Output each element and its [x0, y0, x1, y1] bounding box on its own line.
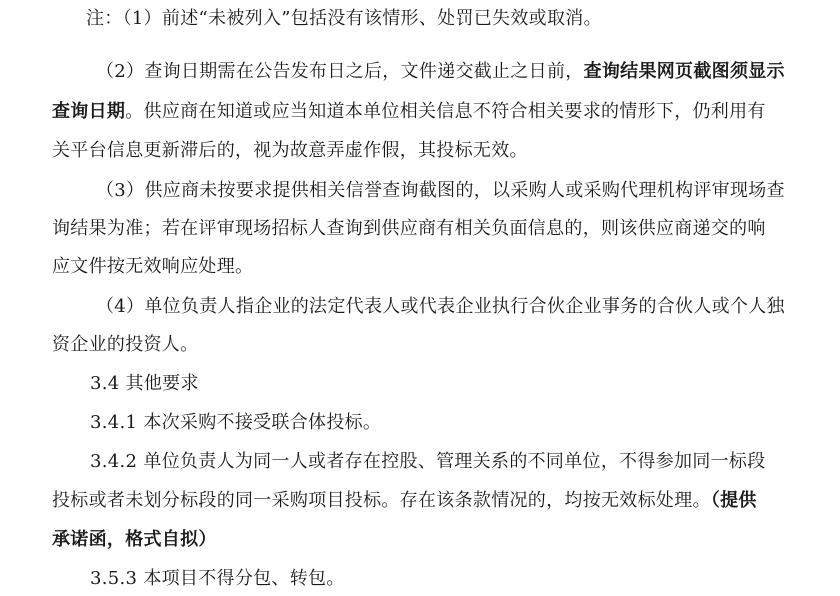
item-2-text: 投标或者未划分标段的同一采购项目投标。存在该条款情况的，均按无效标处理。	[52, 490, 711, 511]
note-line-3	[52, 95, 840, 129]
note-line-4: 关平台信息更新滞后的，视为故意弄虚作假，其投标无效。	[52, 140, 528, 161]
section-heading: 3.4 其他要求	[90, 373, 199, 394]
note-line-9: 资企业的投资人。	[52, 334, 199, 355]
section-item-3: 3.5.3 本项目不得分包、转包。	[90, 568, 345, 589]
note-line-5: （3）供应商未按要求提供相关信誉查询截图的，以采购人或采购代理机构评审现场查	[96, 180, 785, 201]
note-3-bold: 查询日期	[52, 101, 126, 122]
note-3-text: 。供应商在知道或应当知道本单位相关信息不符合相关要求的情形下，仍利用有	[125, 101, 766, 122]
note-line-6: 询结果为准；若在评审现场招标人查询到供应商有相关负面信息的，则该供应商递交的响	[52, 218, 766, 239]
note-line-1: 注：（1）前述“未被列入”包括没有该情形、处罚已失效或取消。	[86, 8, 602, 29]
section-item-2-line-1: 3.4.2 单位负责人为同一人或者存在控股、管理关系的不同单位，不得参加同一标段	[90, 451, 766, 472]
note-line-2	[96, 55, 840, 89]
section-item-1: 3.4.1 本次采购不接受联合体投标。	[90, 412, 382, 433]
note-line-8: （4）单位负责人指企业的法定代表人或代表企业执行合伙企业事务的合伙人或个人独	[96, 296, 785, 317]
note-2-bold: 查询结果网页截图须显示	[583, 61, 785, 82]
note-line-7: 应文件按无效响应处理。	[52, 256, 254, 277]
item-2-bold: （提供	[710, 490, 757, 511]
section-item-2-line-3: 承诺函，格式自拟）	[52, 529, 217, 550]
note-2-text: （2）查询日期需在公告发布日之后，文件递交截止之日前，	[96, 61, 584, 82]
section-item-2-line-2	[52, 484, 840, 518]
